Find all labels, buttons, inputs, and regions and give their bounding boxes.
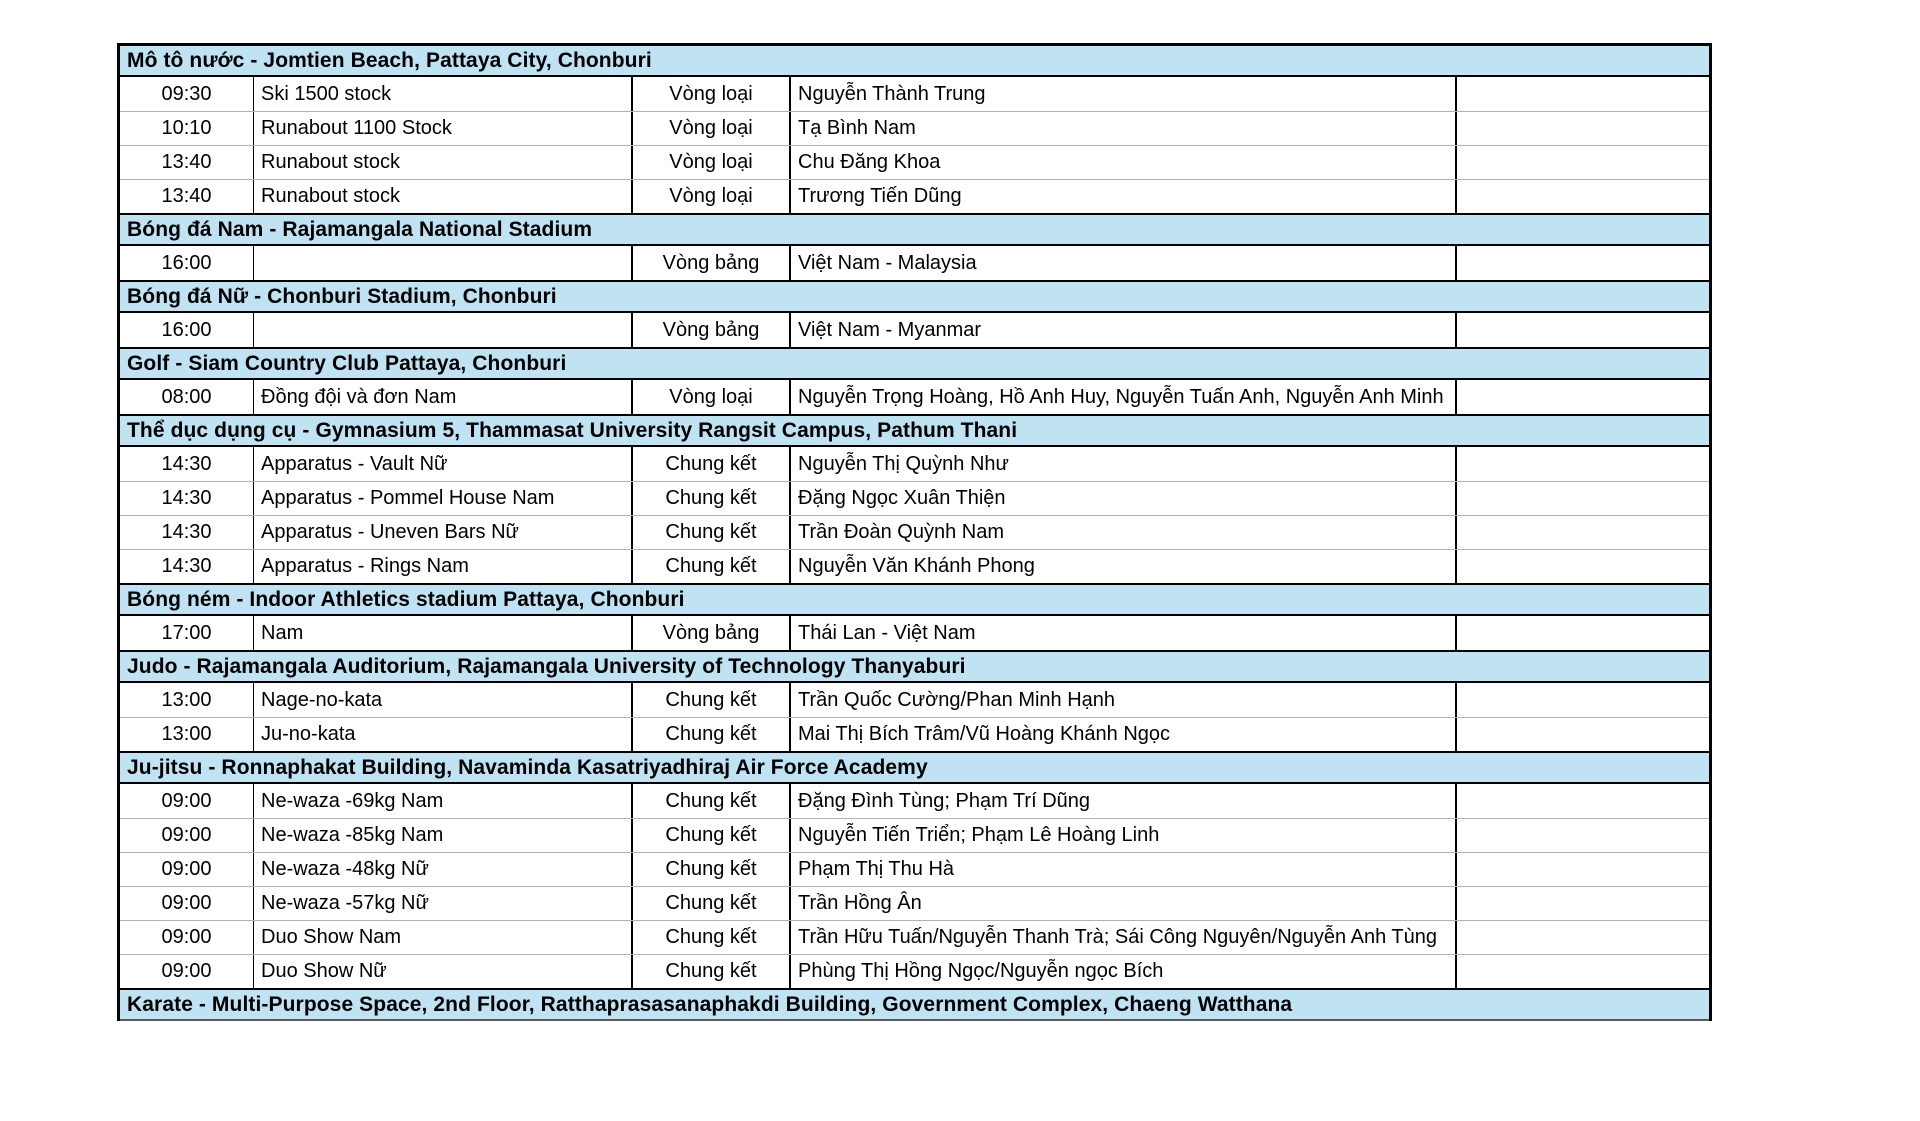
- section-header: [120, 280, 1709, 313]
- cell-notes: [1457, 447, 1709, 481]
- cell-round: Vòng loại: [633, 77, 791, 111]
- cell-notes: [1457, 112, 1709, 145]
- cell-event: Apparatus - Vault Nữ: [254, 447, 633, 481]
- cell-round: Vòng loại: [633, 180, 791, 213]
- cell-event: Runabout stock: [254, 146, 633, 179]
- cell-event: Đồng đội và đơn Nam: [254, 380, 633, 414]
- cell-participants: Trương Tiến Dũng: [791, 180, 1457, 213]
- section-header-label: Thể dục dụng cụ - Gymnasium 5, Thammasat University Rangsit Campus, Pathum Thani: [127, 418, 1018, 442]
- cell-notes: [1457, 482, 1709, 515]
- cell-event: [254, 246, 633, 280]
- cell-time: 09:00: [120, 955, 254, 988]
- cell-round: Vòng bảng: [633, 616, 791, 650]
- table-row: [120, 77, 1709, 111]
- cell-participants: Nguyễn Văn Khánh Phong: [791, 550, 1457, 583]
- cell-notes: [1457, 718, 1709, 751]
- cell-time: 10:10: [120, 112, 254, 145]
- section-header: [120, 650, 1709, 683]
- cell-time: 13:40: [120, 180, 254, 213]
- cell-notes: [1457, 955, 1709, 988]
- cell-time: 13:00: [120, 683, 254, 717]
- cell-time: 09:00: [120, 853, 254, 886]
- cell-round: Chung kết: [633, 955, 791, 988]
- table-row: [120, 246, 1709, 280]
- section-header: [120, 751, 1709, 784]
- cell-notes: [1457, 550, 1709, 583]
- cell-time: 14:30: [120, 482, 254, 515]
- cell-time: 09:00: [120, 887, 254, 920]
- table-row: [120, 179, 1709, 213]
- cell-time: 09:00: [120, 819, 254, 852]
- cell-round: Vòng bảng: [633, 246, 791, 280]
- cell-participants: Tạ Bình Nam: [791, 112, 1457, 145]
- cell-participants: Thái Lan - Việt Nam: [791, 616, 1457, 650]
- cell-time: 16:00: [120, 246, 254, 280]
- cell-notes: [1457, 887, 1709, 920]
- section-header: [120, 583, 1709, 616]
- cell-event: Runabout stock: [254, 180, 633, 213]
- table-row: [120, 481, 1709, 515]
- cell-participants: Nguyễn Tiến Triển; Phạm Lê Hoàng Linh: [791, 819, 1457, 852]
- cell-time: 13:00: [120, 718, 254, 751]
- cell-notes: [1457, 516, 1709, 549]
- cell-participants: Đặng Ngọc Xuân Thiện: [791, 482, 1457, 515]
- cell-event: [254, 313, 633, 347]
- cell-notes: [1457, 180, 1709, 213]
- cell-round: Chung kết: [633, 683, 791, 717]
- cell-notes: [1457, 77, 1709, 111]
- section-header-label: Mô tô nước - Jomtien Beach, Pattaya City, Chonburi: [127, 48, 652, 72]
- section-header: [120, 988, 1709, 1021]
- table-row: [120, 313, 1709, 347]
- cell-notes: [1457, 616, 1709, 650]
- cell-time: 09:00: [120, 921, 254, 954]
- cell-time: 17:00: [120, 616, 254, 650]
- cell-event: Ju-no-kata: [254, 718, 633, 751]
- cell-round: Vòng loại: [633, 380, 791, 414]
- table-row: [120, 683, 1709, 717]
- cell-participants: Việt Nam - Malaysia: [791, 246, 1457, 280]
- cell-event: Duo Show Nữ: [254, 955, 633, 988]
- section-header-label: Ju-jitsu - Ronnaphakat Building, Navaminda Kasatriyadhiraj Air Force Academy: [127, 755, 928, 779]
- cell-participants: Đặng Đình Tùng; Phạm Trí Dũng: [791, 784, 1457, 818]
- cell-participants: Chu Đăng Khoa: [791, 146, 1457, 179]
- table-row: [120, 447, 1709, 481]
- cell-participants: Phùng Thị Hồng Ngọc/Nguyễn ngọc Bích: [791, 955, 1457, 988]
- table-row: [120, 616, 1709, 650]
- cell-participants: Nguyễn Thành Trung: [791, 77, 1457, 111]
- cell-notes: [1457, 380, 1709, 414]
- cell-event: Duo Show Nam: [254, 921, 633, 954]
- section-header-label: Bóng đá Nam - Rajamangala National Stadium: [127, 217, 593, 241]
- table-row: [120, 920, 1709, 954]
- cell-round: Vòng loại: [633, 112, 791, 145]
- section-header: [120, 414, 1709, 447]
- table-row: [120, 852, 1709, 886]
- cell-event: Apparatus - Rings Nam: [254, 550, 633, 583]
- cell-round: Chung kết: [633, 516, 791, 549]
- cell-round: Chung kết: [633, 482, 791, 515]
- cell-notes: [1457, 784, 1709, 818]
- cell-round: Chung kết: [633, 550, 791, 583]
- cell-participants: Trần Hữu Tuấn/Nguyễn Thanh Trà; Sái Công Nguyên/Nguyễn Anh Tùng: [791, 921, 1457, 954]
- cell-time: 09:30: [120, 77, 254, 111]
- table-row: [120, 784, 1709, 818]
- cell-notes: [1457, 921, 1709, 954]
- cell-event: Ne-waza -69kg Nam: [254, 784, 633, 818]
- cell-participants: Nguyễn Thị Quỳnh Như: [791, 447, 1457, 481]
- cell-notes: [1457, 146, 1709, 179]
- cell-participants: Trần Hồng Ân: [791, 887, 1457, 920]
- cell-participants: Trần Đoàn Quỳnh Nam: [791, 516, 1457, 549]
- cell-event: Ski 1500 stock: [254, 77, 633, 111]
- cell-round: Chung kết: [633, 718, 791, 751]
- cell-event: Apparatus - Uneven Bars Nữ: [254, 516, 633, 549]
- cell-notes: [1457, 246, 1709, 280]
- cell-participants: Mai Thị Bích Trâm/Vũ Hoàng Khánh Ngọc: [791, 718, 1457, 751]
- cell-time: 13:40: [120, 146, 254, 179]
- cell-time: 08:00: [120, 380, 254, 414]
- cell-time: 14:30: [120, 447, 254, 481]
- section-header-label: Judo - Rajamangala Auditorium, Rajamangala University of Technology Thanyaburi: [127, 654, 966, 678]
- cell-round: Chung kết: [633, 853, 791, 886]
- table-row: [120, 145, 1709, 179]
- table-row: [120, 886, 1709, 920]
- cell-participants: Việt Nam - Myanmar: [791, 313, 1457, 347]
- cell-round: Chung kết: [633, 784, 791, 818]
- cell-event: Runabout 1100 Stock: [254, 112, 633, 145]
- cell-time: 09:00: [120, 784, 254, 818]
- cell-notes: [1457, 853, 1709, 886]
- cell-notes: [1457, 313, 1709, 347]
- section-header-label: Karate - Multi-Purpose Space, 2nd Floor, Ratthaprasasanaphakdi Building, Government Complex, Chaeng Watthana: [127, 992, 1293, 1016]
- section-header-label: Bóng đá Nữ - Chonburi Stadium, Chonburi: [127, 284, 557, 308]
- cell-event: Ne-waza -57kg Nữ: [254, 887, 633, 920]
- table-row: [120, 515, 1709, 549]
- cell-notes: [1457, 819, 1709, 852]
- table-row: [120, 717, 1709, 751]
- cell-participants: Nguyễn Trọng Hoàng, Hồ Anh Huy, Nguyễn Tuấn Anh, Nguyễn Anh Minh: [791, 380, 1457, 414]
- cell-event: Ne-waza -48kg Nữ: [254, 853, 633, 886]
- cell-event: Ne-waza -85kg Nam: [254, 819, 633, 852]
- cell-round: Chung kết: [633, 819, 791, 852]
- section-header: [120, 347, 1709, 380]
- cell-event: Nage-no-kata: [254, 683, 633, 717]
- cell-time: 14:30: [120, 550, 254, 583]
- cell-participants: Phạm Thị Thu Hà: [791, 853, 1457, 886]
- cell-round: Vòng bảng: [633, 313, 791, 347]
- cell-time: 14:30: [120, 516, 254, 549]
- section-header-label: Golf - Siam Country Club Pattaya, Chonburi: [127, 351, 567, 375]
- schedule-table: [117, 43, 1712, 1021]
- table-row: [120, 380, 1709, 414]
- table-row: [120, 549, 1709, 583]
- cell-round: Chung kết: [633, 447, 791, 481]
- section-header: [120, 213, 1709, 246]
- table-row: [120, 111, 1709, 145]
- cell-event: Nam: [254, 616, 633, 650]
- cell-round: Chung kết: [633, 887, 791, 920]
- cell-participants: Trần Quốc Cường/Phan Minh Hạnh: [791, 683, 1457, 717]
- table-row: [120, 954, 1709, 988]
- cell-round: Chung kết: [633, 921, 791, 954]
- cell-event: Apparatus - Pommel House Nam: [254, 482, 633, 515]
- section-header-label: Bóng ném - Indoor Athletics stadium Pattaya, Chonburi: [127, 587, 685, 611]
- section-header: [120, 46, 1709, 77]
- cell-round: Vòng loại: [633, 146, 791, 179]
- table-row: [120, 818, 1709, 852]
- cell-notes: [1457, 683, 1709, 717]
- cell-time: 16:00: [120, 313, 254, 347]
